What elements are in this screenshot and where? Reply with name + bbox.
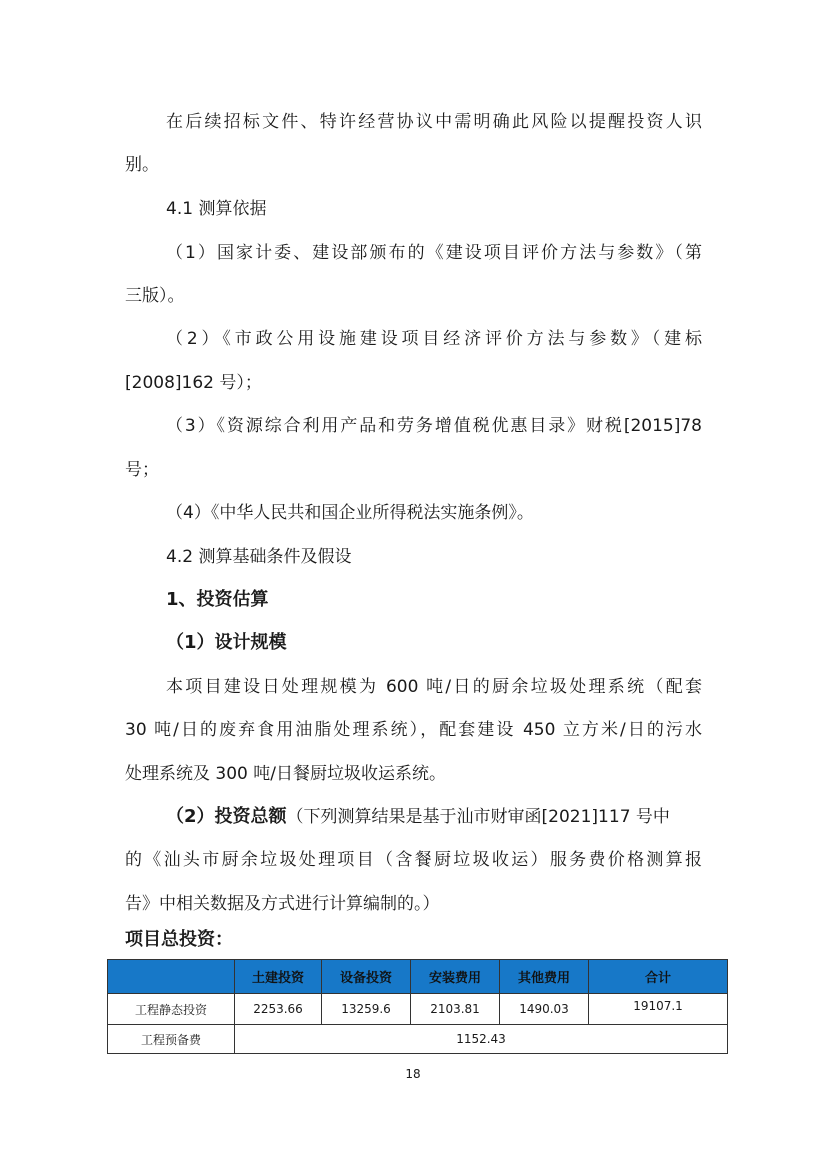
table-row [108,1025,728,1054]
table-caption: 项目总投资： [125,929,233,950]
row-label-reserve: 工程预备费 [108,1025,235,1054]
cell-installation: 2103.81 [411,994,500,1025]
total-investment-line2: 的《汕头市厨余垃圾处理项目（含餐厨垃圾收运）服务费价格测算报 [125,850,702,870]
header-equipment: 设备投资 [322,960,411,994]
ref-4: （4）《中华人民共和国企业所得税法实施条例》。 [166,503,534,523]
investment-table [107,959,728,1054]
cell-equipment: 13259.6 [322,994,411,1025]
para-risk-line2: 别。 [125,155,159,175]
scale-line3: 处理系统及 300 吨/日餐厨垃圾收运系统。 [125,764,446,784]
ref-3-line1: （3）《资源综合利用产品和劳务增值税优惠目录》财税[2015]78 [166,416,702,436]
cell-total: 19107.1 [589,994,728,1025]
total-investment-heading: （2）投资总额 [166,806,287,827]
header-empty [108,960,235,994]
heading-design-scale: （1）设计规模 [166,632,287,653]
cell-other: 1490.03 [500,994,589,1025]
heading-investment-estimate: 1、投资估算 [166,589,269,610]
total-investment-line1 [166,805,670,829]
header-total: 合计 [589,960,728,994]
table-header-row [108,960,728,994]
ref-2-line1: （2）《市政公用设施建设项目经济评价方法与参数》（建标 [166,329,702,349]
ref-1-line1: （1）国家计委、建设部颁布的《建设项目评价方法与参数》（第 [166,243,702,263]
row-label-static: 工程静态投资 [108,994,235,1025]
scale-line2: 30 吨/日的废弃食用油脂处理系统），配套建设 450 立方米/日的污水 [125,720,702,740]
header-installation: 安装费用 [411,960,500,994]
ref-1-line2: 三版）。 [125,286,185,306]
total-investment-line3: 告》中相关数据及方式进行计算编制的。） [125,894,440,914]
total-investment-note: （下列测算结果是基于汕市财审函[2021]117 号中 [286,807,670,827]
page-number: 18 [405,1067,421,1081]
header-civil: 土建投资 [235,960,322,994]
heading-4-1: 4.1 测算依据 [166,199,267,219]
para-risk-line1: 在后续招标文件、特许经营协议中需明确此风险以提醒投资人识 [166,112,702,132]
heading-4-2: 4.2 测算基础条件及假设 [166,547,352,567]
ref-2-line2: [2008]162 号）； [125,373,262,393]
cell-reserve-value: 1152.43 [235,1025,728,1054]
scale-line1: 本项目建设日处理规模为 600 吨/日的厨余垃圾处理系统（配套 [166,677,702,697]
ref-3-line2: 号； [125,460,159,480]
table-row [108,994,728,1025]
cell-civil: 2253.66 [235,994,322,1025]
header-other: 其他费用 [500,960,589,994]
